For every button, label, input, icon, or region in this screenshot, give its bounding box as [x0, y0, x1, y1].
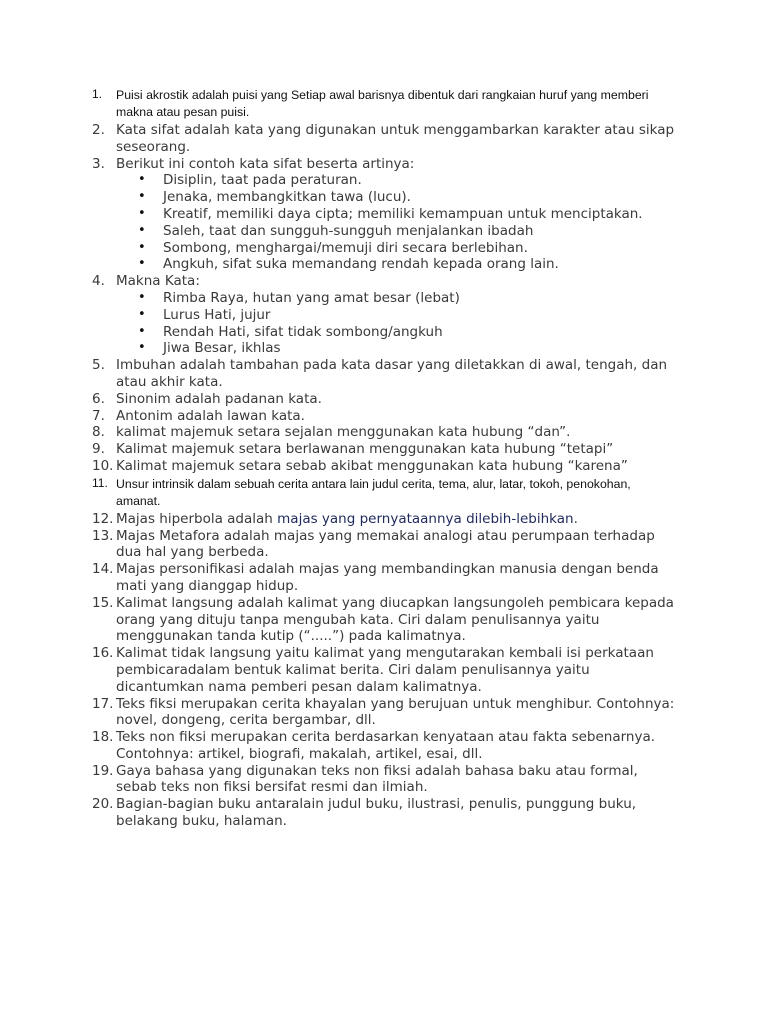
list-item: [0, 408, 768, 425]
list-item: [0, 729, 768, 763]
bullet-item: [0, 240, 768, 257]
bullet-text: Lurus Hati, jujur: [163, 306, 271, 323]
bullet-item: [0, 307, 768, 324]
item-number: 20.: [92, 796, 114, 813]
item-text: Sinonim adalah padanan kata.: [116, 390, 322, 407]
item-text: Berikut ini contoh kata sifat beserta artinya:: [116, 155, 415, 172]
bullet-text: Rendah Hati, sifat tidak sombong/angkuh: [163, 323, 443, 340]
list-item: [0, 528, 768, 562]
bullet-item: [0, 206, 768, 223]
bullet-icon: •: [138, 172, 146, 188]
item-text: Kalimat majemuk setara berlawanan menggunakan kata hubung “tetapi”: [116, 441, 614, 458]
bullet-item: [0, 223, 768, 240]
item-text: Antonim adalah lawan kata.: [116, 407, 305, 424]
bullet-icon: •: [138, 289, 146, 305]
list-item: [0, 156, 768, 173]
item-text: [116, 511, 676, 528]
bullet-text: Kreatif, memiliki daya cipta; memiliki kemampuan untuk menciptakan.: [163, 205, 643, 222]
bullet-text: Sombong, menghargai/memuji diri secara berlebihan.: [163, 239, 528, 256]
item-text: Gaya bahasa yang digunakan teks non fiksi adalah bahasa baku atau formal, sebab teks non fiksi bersifat resmi dan ilmiah.: [116, 762, 638, 796]
item-text: Teks non fiksi merupakan cerita berdasarkan kenyataan atau fakta sebenarnya. Contohnya: artikel, biografi, makalah, artikel, esai, dll.: [116, 729, 656, 762]
item-text: kalimat majemuk setara sejalan menggunakan kata hubung “dan”.: [116, 424, 571, 441]
item-number: 12.: [92, 510, 114, 527]
item-number: 10.: [92, 457, 114, 474]
list-item: [0, 122, 768, 156]
item-number: 2.: [92, 122, 105, 138]
item-text: Kata sifat adalah kata yang digunakan untuk menggambarkan karakter atau sikap seseorang.: [116, 122, 675, 155]
item-number: 11.: [92, 475, 108, 490]
bullet-icon: •: [138, 256, 146, 272]
list-item: [0, 441, 768, 458]
list-item: [0, 86, 768, 122]
item-text: Majas personifikasi adalah majas yang membandingkan manusia dengan benda mati yang dianggap hidup.: [116, 561, 659, 594]
item-text-lead: Majas hiperbola adalah: [116, 510, 278, 527]
bullet-icon: •: [138, 323, 146, 339]
item-number: 1.: [92, 87, 103, 101]
item-text-end: .: [573, 510, 578, 527]
item-number: 7.: [92, 407, 105, 424]
list-item: [0, 458, 768, 475]
item-text: Puisi akrostik adalah puisi yang Setiap awal barisnya dibentuk dari rangkaian huruf yang memberi makna atau pesan puisi.: [116, 88, 649, 119]
bullet-text: Jiwa Besar, ikhlas: [163, 340, 281, 357]
bullet-item: [0, 290, 768, 307]
item-text: Kalimat langsung adalah kalimat yang diucapkan langsungoleh pembicara kepada orang yang dituju tanpa mengubah kata. Ciri dalam penulisannya yaitu menggunakan tanda kutip (“.....”) pada kalimatnya.: [116, 594, 674, 645]
bullet-item: [0, 340, 768, 357]
list-item: [0, 796, 768, 830]
item-text: Imbuhan adalah tambahan pada kata dasar yang diletakkan di awal, tengah, dan atau akhir kata.: [116, 357, 668, 390]
item-text: Makna Kata:: [116, 273, 200, 290]
bullet-item: [0, 324, 768, 341]
item-number: 15.: [92, 594, 114, 611]
list-item: [0, 424, 768, 441]
bullet-icon: •: [138, 189, 146, 205]
bullet-icon: •: [138, 205, 146, 221]
bullet-icon: •: [138, 222, 146, 238]
list-item: [0, 561, 768, 595]
list-item: [0, 763, 768, 797]
bullet-text: Jenaka, membangkitkan tawa (lucu).: [163, 189, 411, 206]
hyperbola-definition-link[interactable]: majas yang pernyataannya dilebih-lebihkan: [277, 510, 574, 527]
item-text: Kalimat tidak langsung yaitu kalimat yang mengutarakan kembali isi perkataan pembicaradalam bentuk kalimat berita. Ciri dalam penulisannya yaitu dicantumkan nama pemberi pesan dalam kalimatnya.: [116, 645, 654, 695]
item-number: 16.: [92, 645, 114, 662]
list-item: [0, 273, 768, 290]
item-number: 13.: [92, 527, 114, 544]
bullet-item: [0, 189, 768, 206]
bullet-item: [0, 256, 768, 273]
bullet-item: [0, 172, 768, 189]
item-text: Bagian-bagian buku antaralain judul buku, ilustrasi, penulis, punggung buku, belakang buku, halaman.: [116, 796, 637, 830]
item-number: 8.: [92, 424, 105, 441]
bullet-icon: •: [138, 340, 146, 356]
bullet-icon: •: [138, 306, 146, 322]
list-item: [0, 475, 768, 511]
item-text: Unsur intrinsik dalam sebuah cerita antara lain judul cerita, tema, alur, latar, tokoh, penokohan, amanat.: [116, 476, 631, 508]
bullet-text: Disiplin, taat pada peraturan.: [163, 172, 362, 189]
document-page: [0, 86, 768, 830]
list-item: [0, 696, 768, 730]
item-number: 17.: [92, 695, 114, 712]
list-item: [0, 511, 768, 528]
list-item: [0, 391, 768, 408]
bullet-text: Saleh, taat dan sungguh-sungguh menjalankan ibadah: [163, 222, 534, 239]
item-number: 18.: [92, 729, 114, 746]
item-number: 19.: [92, 762, 114, 779]
item-text: Teks fiksi merupakan cerita khayalan yang berujuan untuk menghibur. Contohnya: novel, dongeng, cerita bergambar, dll.: [116, 695, 675, 729]
item-number: 9.: [92, 441, 105, 458]
item-text: Kalimat majemuk setara sebab akibat menggunakan kata hubung “karena”: [116, 457, 628, 474]
bullet-icon: •: [138, 239, 146, 255]
item-text: Majas Metafora adalah majas yang memakai analogi atau perumpaan terhadap dua hal yang berbeda.: [116, 527, 655, 561]
item-number: 6.: [92, 390, 105, 407]
item-number: 14.: [92, 561, 114, 578]
list-item: [0, 357, 768, 391]
list-item: [0, 645, 768, 695]
item-number: 3.: [92, 155, 105, 172]
item-number: 5.: [92, 357, 105, 374]
bullet-text: Angkuh, sifat suka memandang rendah kepada orang lain.: [163, 256, 559, 273]
item-number: 4.: [92, 273, 105, 290]
bullet-text: Rimba Raya, hutan yang amat besar (lebat): [163, 289, 460, 306]
list-item: [0, 595, 768, 645]
